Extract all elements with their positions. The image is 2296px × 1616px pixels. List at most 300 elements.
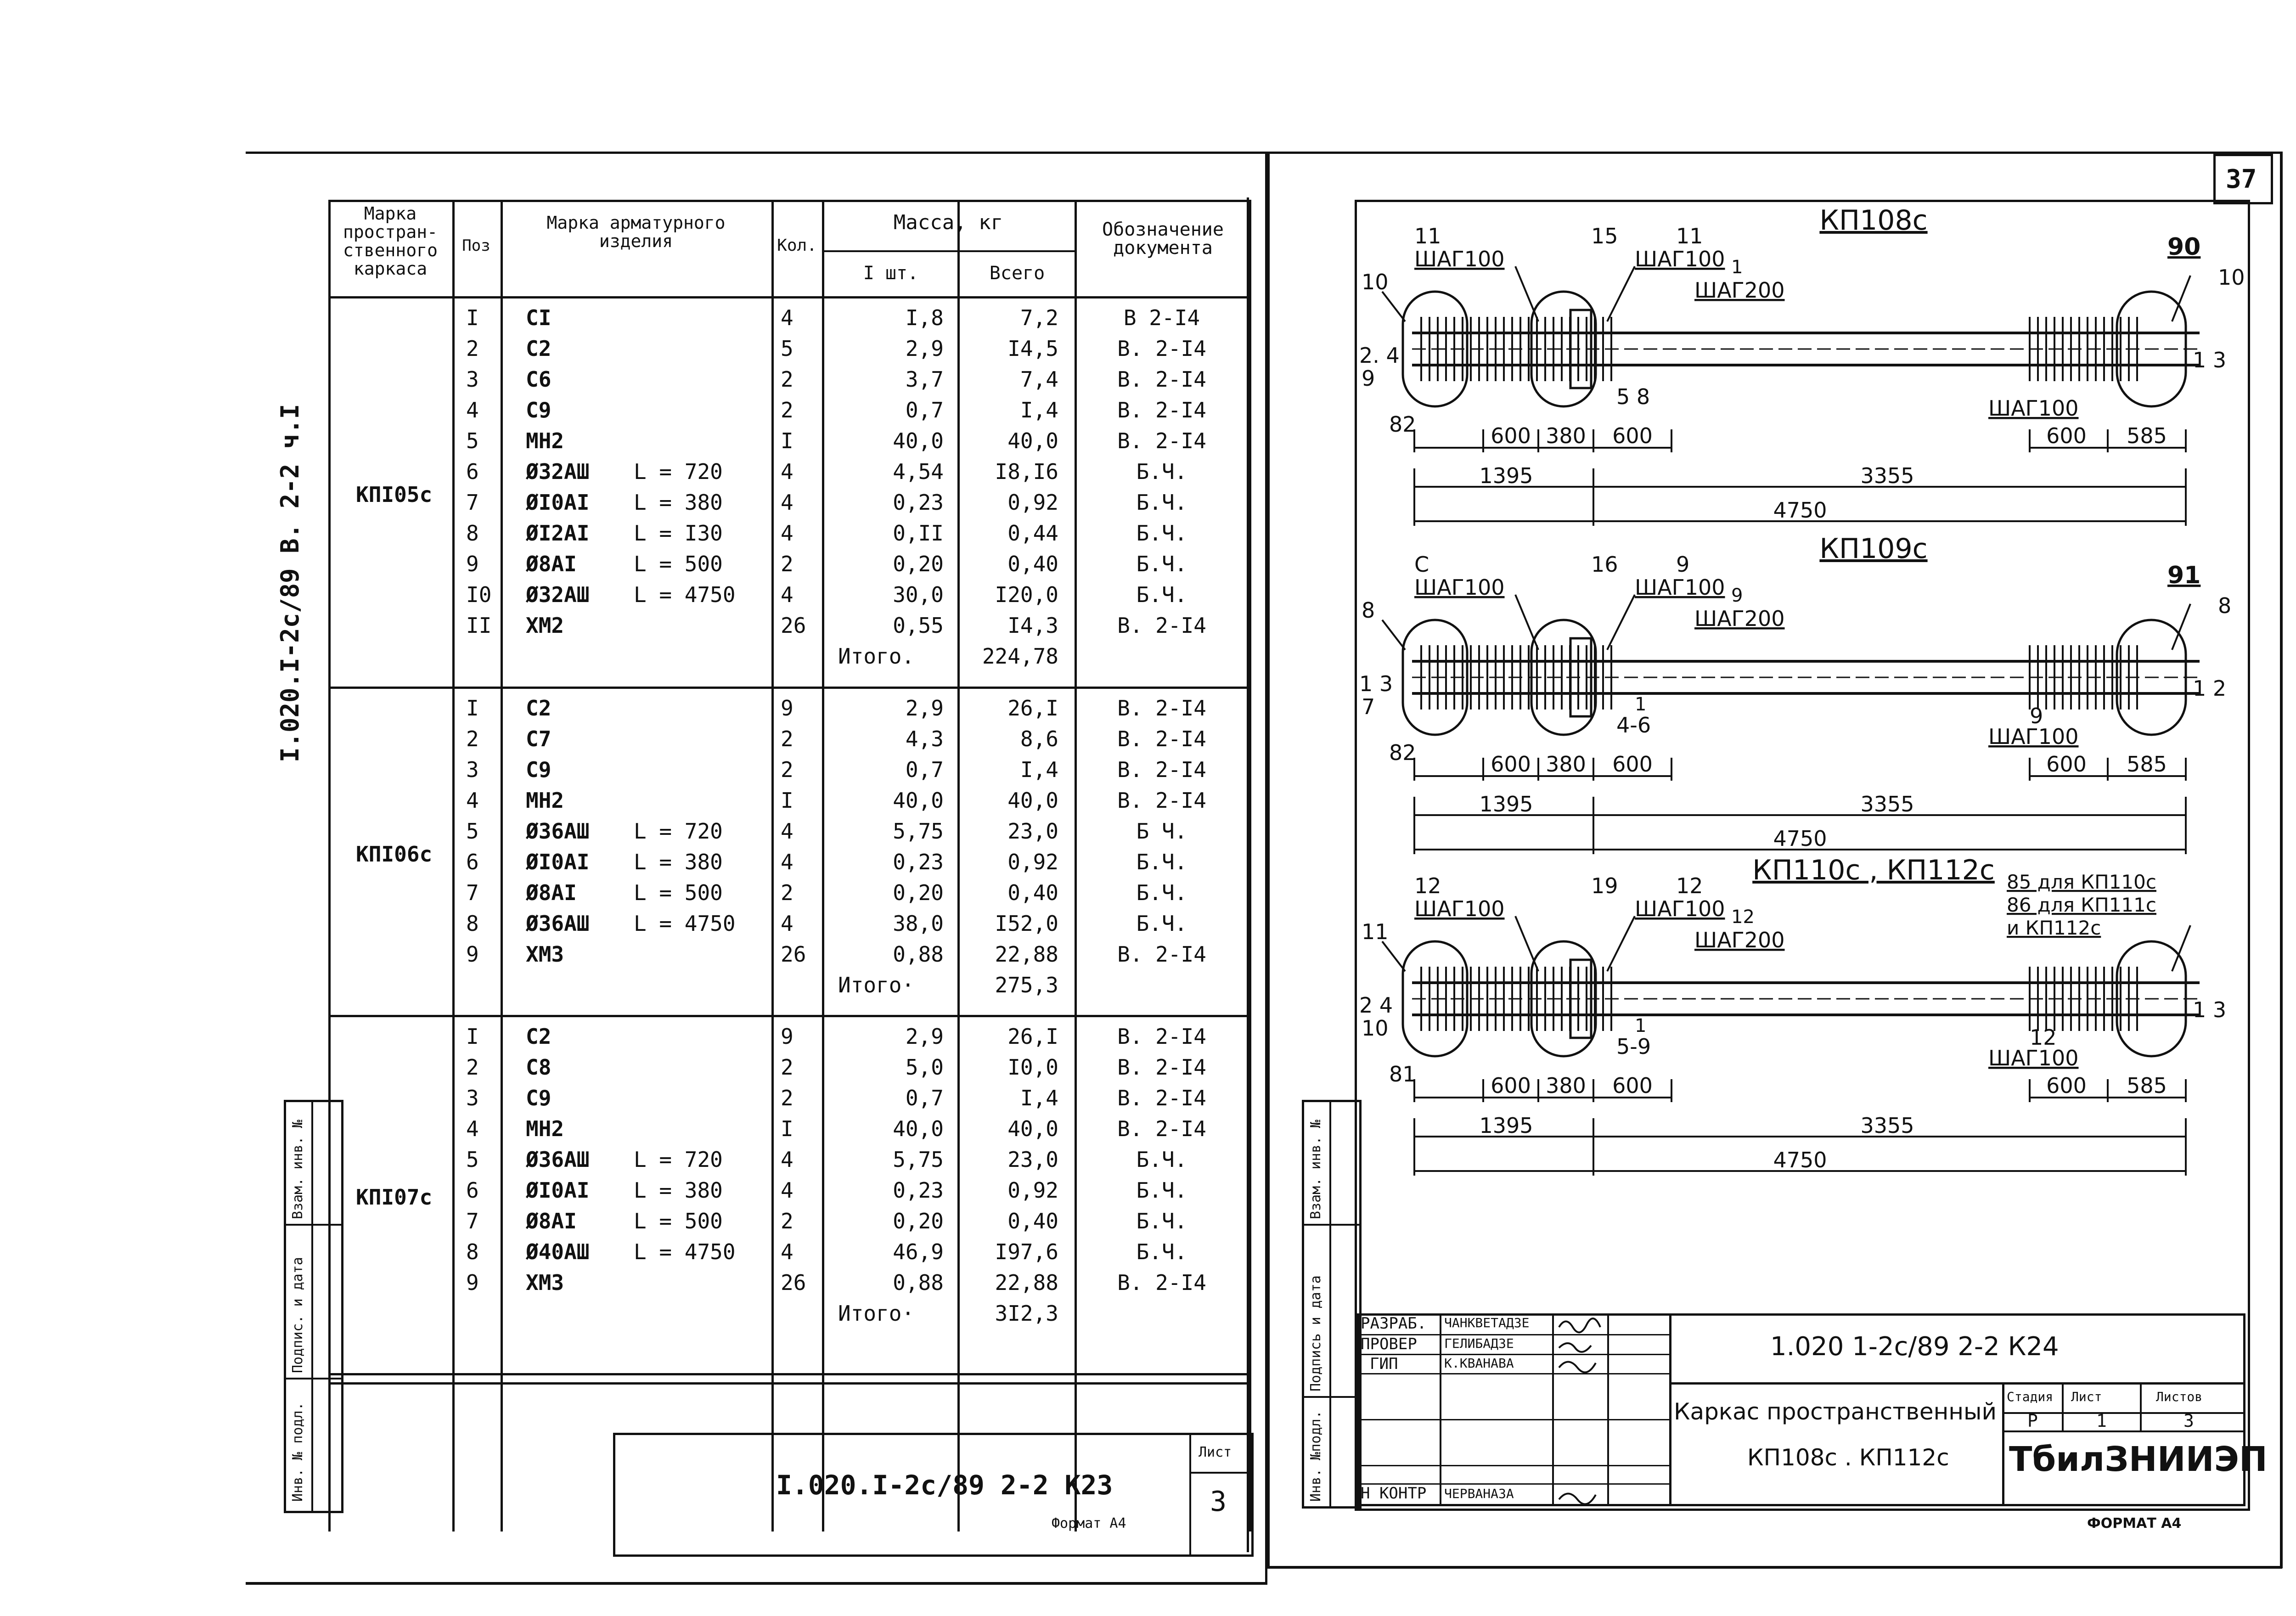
dim-585: 585 — [2127, 423, 2167, 448]
r-side-stamp-repl: Взам. инв. № — [1308, 1120, 1324, 1219]
row-doc: В. 2-I4 — [1117, 398, 1206, 422]
group-total-value: 224,78 — [982, 644, 1058, 669]
row-pos: 7 — [466, 490, 479, 515]
row-pos: 8 — [466, 911, 479, 936]
label-a: 12 — [1414, 873, 1441, 898]
row-mass-unit: 0,23 — [893, 490, 944, 515]
dim-4750: 4750 — [1773, 498, 1827, 523]
row-mass-unit: 5,75 — [893, 1147, 944, 1172]
stamp-org: ТбилЗНИИЭП — [2009, 1440, 2268, 1479]
dim-380: 380 — [1546, 752, 1586, 777]
label-k: 5-9 — [1616, 1034, 1651, 1059]
stamp-stage-label: Стадия — [2007, 1389, 2054, 1404]
row-item: Ø36АШ — [526, 1147, 590, 1172]
dim-600c: 600 — [2046, 752, 2087, 777]
row-pos: I — [466, 305, 479, 330]
step-label-1: ШАГ100 — [1414, 896, 1505, 921]
row-length: L = 720 — [634, 459, 723, 484]
leader — [1382, 292, 1405, 321]
dim-3355: 3355 — [1860, 1113, 1914, 1138]
label-h: 2. 4 — [1359, 343, 1400, 368]
drawing-title: КП110с , КП112с — [1752, 854, 1995, 886]
row-length: L = 500 — [634, 880, 723, 905]
row-mass-total: I,4 — [1020, 757, 1058, 782]
row-mass-total: I97,6 — [995, 1239, 1058, 1264]
step-label-1: ШАГ100 — [1414, 575, 1505, 600]
stamp-role-1: ПРОВЕР — [1361, 1335, 1417, 1353]
row-pos: 5 — [466, 428, 479, 453]
row-qty: 9 — [781, 1024, 793, 1049]
row-pos: 4 — [466, 398, 479, 422]
label-b: 19 — [1591, 873, 1618, 898]
row-item: Ø32АШ — [526, 459, 590, 484]
label-c: 11 — [1676, 224, 1703, 248]
row-qty: 2 — [781, 880, 793, 905]
row-doc: В. 2-I4 — [1117, 726, 1206, 751]
dim-600b: 600 — [1612, 1073, 1653, 1098]
row-item: ХМ3 — [526, 942, 564, 967]
row-qty: 2 — [781, 552, 793, 576]
left-format: Формат А4 — [1052, 1515, 1126, 1532]
label-g: 8 — [1362, 598, 1375, 623]
row-pos: 5 — [466, 1147, 479, 1172]
step-label-3: ШАГ200 — [1694, 606, 1785, 631]
dim-1395: 1395 — [1479, 463, 1533, 488]
label-i: 9 — [1362, 366, 1375, 391]
row-doc: В. 2-I4 — [1117, 696, 1206, 721]
stamp-name-1: ГЕЛИБАДЗЕ — [1444, 1336, 1514, 1351]
label-l: 1 — [1635, 694, 1647, 715]
leader — [2172, 276, 2190, 321]
hdr-mass-total: Всего — [989, 263, 1045, 284]
row-pos: 7 — [466, 1209, 479, 1233]
leader — [1607, 266, 1635, 321]
frame-mark-1: КПI06с — [356, 842, 433, 867]
left-sheet-label: Лист — [1199, 1444, 1232, 1460]
row-doc: В. 2-I4 — [1117, 757, 1206, 782]
row-mass-total: 26,I — [1007, 1024, 1058, 1049]
row-item: C6 — [526, 367, 551, 392]
dim-600a: 600 — [1491, 423, 1531, 448]
leader — [1382, 620, 1405, 650]
row-mass-total: I,4 — [1020, 398, 1058, 422]
row-doc: Б.Ч. — [1136, 552, 1187, 576]
hdr-doc: Обозначение документа — [1102, 219, 1224, 259]
row-pos: I0 — [466, 582, 492, 607]
row-item: Ø8AI — [526, 1209, 577, 1233]
row-qty: 4 — [781, 1178, 793, 1203]
dim-3355: 3355 — [1860, 792, 1914, 816]
row-qty: 4 — [781, 819, 793, 844]
group-total-value: 275,3 — [995, 973, 1058, 997]
row-qty: I — [781, 788, 793, 813]
stamp-role-5: Н КОНТР — [1361, 1484, 1427, 1503]
row-item: C2 — [526, 1024, 551, 1049]
step-label-2: ШАГ100 — [1635, 575, 1725, 600]
row-length: L = 4750 — [634, 911, 736, 936]
stamp-role-0: РАЗРАБ. — [1361, 1314, 1427, 1333]
row-item: Ø40АШ — [526, 1239, 590, 1264]
row-mass-unit: 2,9 — [905, 696, 944, 721]
row-mass-unit: 0,23 — [893, 1178, 944, 1203]
label-c: 9 — [1676, 552, 1690, 577]
row-qty: 4 — [781, 459, 793, 484]
row-qty: 26 — [781, 1270, 806, 1295]
r-side-stamp-inv: Инв. №подл. — [1308, 1410, 1324, 1502]
label-c: 12 — [1676, 873, 1703, 898]
row-doc: Б.Ч. — [1136, 490, 1187, 515]
row-item: C7 — [526, 726, 551, 751]
row-item: C2 — [526, 696, 551, 721]
row-doc: В. 2-I4 — [1117, 788, 1206, 813]
row-doc: В. 2-I4 — [1117, 428, 1206, 453]
row-item: ХМ3 — [526, 1270, 564, 1295]
label-h: 1 3 — [1359, 671, 1393, 696]
dim-585: 585 — [2127, 752, 2167, 777]
row-mass-total: I4,3 — [1007, 613, 1058, 638]
label-j: 82 — [1389, 740, 1416, 765]
row-mass-total: I20,0 — [995, 582, 1058, 607]
row-length: L = 380 — [634, 1178, 723, 1203]
row-pos: II — [466, 613, 492, 638]
row-qty: 4 — [781, 582, 793, 607]
dim-600b: 600 — [1612, 752, 1653, 777]
row-mass-total: 40,0 — [1007, 1116, 1058, 1141]
row-item: C8 — [526, 1055, 551, 1080]
label-m: 12 — [2030, 1025, 2057, 1050]
label-b: 16 — [1591, 552, 1618, 577]
row-doc: Б.Ч. — [1136, 459, 1187, 484]
label-d: 12 — [1731, 907, 1755, 928]
stamp-role-2: ГИП — [1370, 1355, 1398, 1373]
leader — [1382, 941, 1405, 971]
dim-380: 380 — [1546, 1073, 1586, 1098]
hdr-pos: Поз — [462, 236, 490, 255]
row-item: Ø8AI — [526, 552, 577, 576]
step-label-2: ШАГ100 — [1635, 247, 1725, 271]
row-mass-total: 23,0 — [1007, 1147, 1058, 1172]
label-j: 81 — [1389, 1062, 1416, 1087]
row-mass-unit: 3,7 — [905, 367, 944, 392]
dim-600c: 600 — [2046, 423, 2087, 448]
row-mass-unit: 5,0 — [905, 1055, 944, 1080]
leader — [2172, 925, 2190, 971]
row-doc: В. 2-I4 — [1117, 942, 1206, 967]
row-doc: Б.Ч. — [1136, 582, 1187, 607]
label-a: 11 — [1414, 224, 1441, 248]
leader — [2172, 604, 2190, 650]
row-qty: 2 — [781, 757, 793, 782]
hdr-mass: Масса, кг — [893, 211, 1003, 234]
label-h: 2 4 — [1359, 993, 1393, 1018]
row-qty: 2 — [781, 1209, 793, 1233]
label-a: С — [1414, 552, 1429, 577]
note-3: и КП112с — [2007, 917, 2101, 939]
row-item: C9 — [526, 757, 551, 782]
label-g: 10 — [1362, 270, 1389, 294]
row-length: L = 720 — [634, 819, 723, 844]
dim-585: 585 — [2127, 1073, 2167, 1098]
row-mass-total: I8,I6 — [995, 459, 1058, 484]
row-qty: 4 — [781, 521, 793, 546]
right-format: ФОРМАТ А4 — [2087, 1515, 2182, 1532]
row-pos: 9 — [466, 552, 479, 576]
frame-mark-0: КПI05с — [356, 482, 433, 507]
row-mass-unit: 0,20 — [893, 552, 944, 576]
row-doc: В 2-I4 — [1123, 305, 1200, 330]
row-item: CI — [526, 305, 551, 330]
hdr-mass-unit: I шт. — [863, 263, 919, 284]
row-mass-unit: 0,88 — [893, 1270, 944, 1295]
row-doc: В. 2-I4 — [1117, 1270, 1206, 1295]
row-item: C9 — [526, 398, 551, 422]
row-mass-unit: 0,55 — [893, 613, 944, 638]
row-item: ØI2AI — [526, 521, 590, 546]
row-qty: 2 — [781, 1055, 793, 1080]
row-length: L = 380 — [634, 850, 723, 874]
row-mass-total: 0,92 — [1007, 850, 1058, 874]
group-total-label: Итого· — [838, 973, 915, 997]
stamp-sheets: 3 — [2183, 1411, 2194, 1431]
group-total-label: Итого· — [838, 1301, 915, 1326]
hdr-qty: Кол. — [777, 236, 817, 255]
row-doc: Б.Ч. — [1136, 1178, 1187, 1203]
label-f: 10 — [2218, 265, 2245, 290]
label-g: 11 — [1362, 919, 1389, 944]
label-n: 1 3 — [2193, 997, 2227, 1022]
row-mass-total: 0,40 — [1007, 880, 1058, 905]
row-doc: В. 2-I4 — [1117, 1116, 1206, 1141]
stamp-name-0: ЧАНКВЕТАДЗЕ — [1444, 1315, 1530, 1330]
stamp-title-1: Каркас пространственный — [1674, 1398, 1997, 1425]
row-length: L = 380 — [634, 490, 723, 515]
row-pos: 3 — [466, 1086, 479, 1110]
row-doc: В. 2-I4 — [1117, 367, 1206, 392]
page-number: 37 — [2226, 164, 2257, 194]
stamp-code: 1.020 1-2с/89 2-2 К24 — [1770, 1332, 2059, 1362]
row-mass-total: 8,6 — [1020, 726, 1058, 751]
row-mass-total: I0,0 — [1007, 1055, 1058, 1080]
row-qty: I — [781, 428, 793, 453]
row-length: L = 720 — [634, 1147, 723, 1172]
hdr-frame: Марка простран-ственного каркаса — [343, 203, 438, 279]
row-mass-total: 0,44 — [1007, 521, 1058, 546]
row-item: C2 — [526, 336, 551, 361]
row-pos: 6 — [466, 459, 479, 484]
row-mass-unit: 2,9 — [905, 336, 944, 361]
row-mass-total: 0,40 — [1007, 552, 1058, 576]
label-e: 90 — [2167, 233, 2201, 261]
dim-600c: 600 — [2046, 1073, 2087, 1098]
frame-mark-2: КПI07с — [356, 1185, 433, 1210]
row-qty: 4 — [781, 1239, 793, 1264]
label-k: 5 8 — [1616, 384, 1650, 409]
row-pos: 7 — [466, 880, 479, 905]
row-mass-unit: 2,9 — [905, 1024, 944, 1049]
group-total-label: Итого. — [838, 644, 915, 669]
dim-600a: 600 — [1491, 752, 1531, 777]
row-mass-total: I,4 — [1020, 1086, 1058, 1110]
stamp-name-2: К.КВАНАВА — [1444, 1356, 1514, 1371]
row-item: Ø8AI — [526, 880, 577, 905]
row-doc: Б.Ч. — [1136, 880, 1187, 905]
r-side-stamp-sign: Подпись и дата — [1308, 1275, 1324, 1391]
row-qty: 2 — [781, 726, 793, 751]
row-pos: 3 — [466, 367, 479, 392]
note-1: 85 для КП110с — [2007, 871, 2156, 893]
row-mass-total: 7,4 — [1020, 367, 1058, 392]
row-pos: 3 — [466, 757, 479, 782]
label-m: 9 — [2030, 704, 2043, 728]
row-mass-total: 0,92 — [1007, 1178, 1058, 1203]
row-doc: В. 2-I4 — [1117, 1086, 1206, 1110]
stamp-stage: Р — [2027, 1411, 2038, 1431]
row-pos: 6 — [466, 1178, 479, 1203]
row-length: L = I30 — [634, 521, 723, 546]
row-length: L = 500 — [634, 552, 723, 576]
side-stamp-repl: Взам. инв. № — [290, 1120, 306, 1219]
row-doc: Б.Ч. — [1136, 1209, 1187, 1233]
dim-4750: 4750 — [1773, 826, 1827, 851]
row-pos: 6 — [466, 850, 479, 874]
row-qty: 26 — [781, 613, 806, 638]
row-pos: 2 — [466, 336, 479, 361]
row-mass-unit: 40,0 — [893, 788, 944, 813]
dim-1395: 1395 — [1479, 1113, 1533, 1138]
row-pos: 9 — [466, 1270, 479, 1295]
step-label-4: ШАГ100 — [1988, 1046, 2079, 1070]
row-doc: Б.Ч. — [1136, 1239, 1187, 1264]
row-mass-unit: 38,0 — [893, 911, 944, 936]
row-mass-unit: 40,0 — [893, 428, 944, 453]
side-code: I.020.I-2c/89 В. 2-2 ч.I — [276, 404, 304, 762]
row-item: МН2 — [526, 428, 564, 453]
side-stamp-inv: Инв. № подл. — [290, 1402, 306, 1502]
row-mass-unit: I,8 — [905, 305, 944, 330]
row-mass-total: 0,92 — [1007, 490, 1058, 515]
right-side-stamp — [1302, 1100, 1362, 1509]
label-b: 15 — [1591, 224, 1618, 248]
row-mass-unit: 0,88 — [893, 942, 944, 967]
label-n: 1 2 — [2193, 676, 2227, 701]
row-mass-unit: 46,9 — [893, 1239, 944, 1264]
row-item: МН2 — [526, 788, 564, 813]
row-mass-total: 7,2 — [1020, 305, 1058, 330]
row-mass-unit: 40,0 — [893, 1116, 944, 1141]
label-l: 1 — [1635, 1015, 1647, 1036]
row-qty: 4 — [781, 1147, 793, 1172]
row-pos: 5 — [466, 819, 479, 844]
step-label-4: ШАГ100 — [1988, 724, 2079, 749]
row-item: Ø36АШ — [526, 819, 590, 844]
step-label-4: ШАГ100 — [1988, 396, 2079, 421]
row-pos: 4 — [466, 788, 479, 813]
row-mass-total: 40,0 — [1007, 428, 1058, 453]
row-qty: 2 — [781, 398, 793, 422]
stamp-sheet: 1 — [2096, 1411, 2107, 1431]
row-pos: 4 — [466, 1116, 479, 1141]
dim-600a: 600 — [1491, 1073, 1531, 1098]
row-mass-total: 26,I — [1007, 696, 1058, 721]
row-qty: I — [781, 1116, 793, 1141]
stamp-sheets-label: Листов — [2156, 1389, 2203, 1404]
row-item: Ø36АШ — [526, 911, 590, 936]
row-mass-total: 0,40 — [1007, 1209, 1058, 1233]
row-doc: В. 2-I4 — [1117, 613, 1206, 638]
leader — [1607, 595, 1635, 650]
row-item: ХМ2 — [526, 613, 564, 638]
stamp-name-5: ЧЕРВАНАЗА — [1444, 1486, 1514, 1501]
leader — [1515, 266, 1538, 321]
row-pos: 9 — [466, 942, 479, 967]
label-i: 7 — [1362, 694, 1375, 719]
row-qty: 5 — [781, 336, 793, 361]
label-i: 10 — [1362, 1016, 1389, 1041]
label-d: 1 — [1731, 257, 1743, 278]
row-item: ØI0AI — [526, 1178, 590, 1203]
row-pos: 8 — [466, 1239, 479, 1264]
label-d: 9 — [1731, 585, 1743, 606]
row-qty: 2 — [781, 1086, 793, 1110]
row-qty: 2 — [781, 367, 793, 392]
row-doc: Б.Ч. — [1136, 911, 1187, 936]
label-j: 82 — [1389, 412, 1416, 437]
label-n: 1 3 — [2193, 348, 2227, 372]
row-doc: В. 2-I4 — [1117, 1024, 1206, 1049]
step-label-3: ШАГ200 — [1694, 278, 1785, 303]
row-mass-total: 23,0 — [1007, 819, 1058, 844]
stamp-title-2: КП108с . КП112с — [1747, 1444, 1949, 1471]
drawing-title: КП109с — [1819, 533, 1928, 565]
drawing-title: КП108с — [1819, 204, 1928, 236]
row-mass-unit: 0,7 — [905, 398, 944, 422]
row-doc: В. 2-I4 — [1117, 1055, 1206, 1080]
row-qty: 4 — [781, 490, 793, 515]
leader — [1515, 916, 1538, 971]
row-mass-unit: 4,3 — [905, 726, 944, 751]
row-item: C9 — [526, 1086, 551, 1110]
step-label-1: ШАГ100 — [1414, 247, 1505, 271]
group-total-value: 3I2,3 — [995, 1301, 1058, 1326]
label-k: 4-6 — [1616, 713, 1651, 738]
row-mass-unit: 0,20 — [893, 880, 944, 905]
row-length: L = 4750 — [634, 1239, 736, 1264]
step-label-3: ШАГ200 — [1694, 928, 1785, 952]
row-length: L = 500 — [634, 1209, 723, 1233]
row-pos: 8 — [466, 521, 479, 546]
row-mass-unit: 0,7 — [905, 757, 944, 782]
row-doc: Б.Ч. — [1136, 850, 1187, 874]
row-mass-unit: 0,7 — [905, 1086, 944, 1110]
signatures — [1554, 1313, 1607, 1506]
dim-4750: 4750 — [1773, 1148, 1827, 1172]
row-doc: Б.Ч. — [1136, 521, 1187, 546]
row-mass-total: 22,88 — [995, 942, 1058, 967]
row-mass-total: 22,88 — [995, 1270, 1058, 1295]
row-item: Ø32АШ — [526, 582, 590, 607]
row-mass-unit: 30,0 — [893, 582, 944, 607]
row-mass-unit: 4,54 — [893, 459, 944, 484]
dim-1395: 1395 — [1479, 792, 1533, 816]
hdr-item: Марка арматурного изделия — [546, 213, 726, 251]
step-label-2: ШАГ100 — [1635, 896, 1725, 921]
row-doc: Б.Ч. — [1136, 1147, 1187, 1172]
row-mass-total: I4,5 — [1007, 336, 1058, 361]
dim-600b: 600 — [1612, 423, 1653, 448]
row-pos: I — [466, 696, 479, 721]
row-doc: Б Ч. — [1136, 819, 1187, 844]
label-e: 91 — [2167, 562, 2201, 589]
